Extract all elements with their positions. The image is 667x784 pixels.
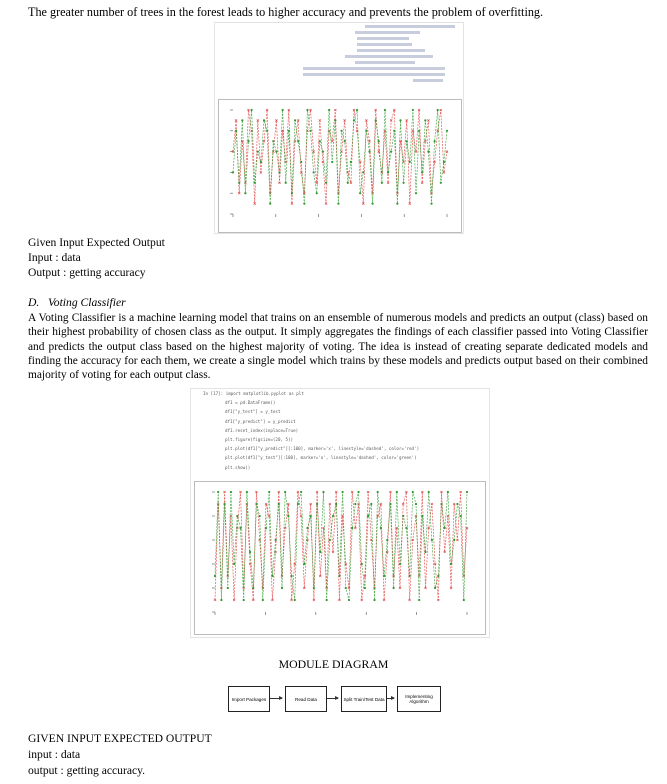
data-point (233, 563, 235, 565)
data-point (338, 575, 340, 577)
data-point (393, 130, 395, 132)
data-point (348, 599, 350, 601)
data-point (370, 503, 372, 505)
data-point (418, 130, 420, 132)
flow-arrow (327, 698, 338, 699)
code-line: df1["y_test"] = y_test (225, 409, 281, 415)
code-line: df1 = pd.DataFrame() (225, 400, 276, 406)
data-point (466, 491, 468, 493)
data-point (359, 192, 361, 194)
data-point (217, 491, 219, 493)
data-point (260, 161, 262, 163)
module-step: Import Packages (228, 686, 270, 712)
code-line: plt.plot(df1["y_test"][:100], marker='o', linestyle='dashed', color='green') (225, 455, 417, 461)
data-point (456, 503, 458, 505)
code-line: plt.plot(df1["y_predict"][:100], marker='x', linestyle='dashed', color='red') (225, 446, 420, 452)
data-point (326, 599, 328, 601)
data-point (271, 575, 273, 577)
module-diagram-title: MODULE DIAGRAM (278, 657, 389, 671)
data-point (362, 171, 364, 173)
data-point (440, 182, 442, 184)
data-point (328, 109, 330, 111)
data-point (306, 109, 308, 111)
data-point (421, 171, 423, 173)
data-point (275, 151, 277, 153)
data-point (269, 203, 271, 205)
data-point (460, 515, 462, 517)
io-heading-1: Given Input Expected Output (28, 236, 165, 249)
code-line: plt.show() (225, 464, 251, 470)
data-point (316, 192, 318, 194)
data-point (353, 119, 355, 121)
data-point (361, 563, 363, 565)
io-input-1: Input : data (28, 251, 81, 264)
module-step: Implementing Algorithm (397, 686, 441, 712)
data-point (393, 587, 395, 589)
flow-arrow (270, 698, 282, 699)
data-point (365, 130, 367, 132)
module-step: Read Data (285, 686, 327, 712)
flow-arrow (387, 698, 394, 699)
data-point (424, 551, 426, 553)
data-point (357, 491, 359, 493)
data-point (246, 491, 248, 493)
data-point (325, 182, 327, 184)
section-d-heading (28, 296, 126, 310)
data-point (399, 563, 401, 565)
data-point (329, 539, 331, 541)
data-point (384, 109, 386, 111)
data-point (443, 161, 445, 163)
data-point (227, 587, 229, 589)
data-point (356, 109, 358, 111)
data-point (350, 161, 352, 163)
data-point (232, 171, 234, 173)
data-point (415, 192, 417, 194)
code-snippet-blurred (215, 23, 463, 95)
data-point (371, 203, 373, 205)
data-point (421, 515, 423, 517)
chart2-svg (195, 482, 485, 634)
data-point (402, 182, 404, 184)
data-point (331, 161, 333, 163)
data-point (300, 491, 302, 493)
data-point (446, 130, 448, 132)
data-point (354, 503, 356, 505)
data-point (236, 515, 238, 517)
series-line-1 (215, 492, 467, 600)
data-point (375, 119, 377, 121)
data-point (252, 587, 254, 589)
data-point (344, 140, 346, 142)
data-point (275, 539, 277, 541)
voting-classifier-paragraph: A Voting Classifier is a machine learning model that trains on an ensemble of numerous models and predicts an output (class) based on their highest probability of chosen class as the output. It simply aggregates the findings of each classifier passed into Voting Classifier and predicts the output class based on the highest majority of voting. The idea is instead of creating separate dedicated models and finding the accuracy for each them, we create a single model which trains by these models and predicts output based on their combined majority of voting for each output class. (28, 312, 648, 382)
data-point (319, 551, 321, 553)
data-point (322, 491, 324, 493)
data-point (434, 587, 436, 589)
data-point (364, 587, 366, 589)
data-point (313, 171, 315, 173)
data-point (254, 182, 256, 184)
data-point (427, 151, 429, 153)
figure-random-forest (214, 22, 464, 234)
data-point (440, 503, 442, 505)
io-output-2: output : getting accuracy. (28, 764, 146, 777)
figure-voting-classifier (190, 388, 490, 638)
data-point (453, 539, 455, 541)
data-point (378, 140, 380, 142)
data-point (239, 527, 241, 529)
data-point (241, 119, 243, 121)
data-point (214, 575, 216, 577)
data-point (238, 182, 240, 184)
chart-voting-classifier (194, 481, 486, 635)
data-point (399, 119, 401, 121)
data-point (424, 119, 426, 121)
data-point (230, 491, 232, 493)
data-point (396, 203, 398, 205)
data-point (373, 599, 375, 601)
data-point (303, 203, 305, 205)
data-point (322, 151, 324, 153)
data-point (367, 515, 369, 517)
data-point (251, 109, 253, 111)
data-point (335, 503, 337, 505)
data-point (223, 503, 225, 505)
data-point (412, 109, 414, 111)
data-point (268, 491, 270, 493)
data-point (402, 515, 404, 517)
data-point (220, 599, 222, 601)
io-input-2: input : data (28, 748, 81, 761)
data-point (262, 599, 264, 601)
data-point (437, 575, 439, 577)
data-point (272, 140, 274, 142)
data-point (288, 130, 290, 132)
data-point (332, 515, 334, 517)
data-point (291, 192, 293, 194)
data-point (368, 151, 370, 153)
data-point (263, 119, 265, 121)
data-point (265, 527, 267, 529)
series-line-1 (233, 110, 447, 204)
data-point (351, 527, 353, 529)
data-point (345, 587, 347, 589)
blurred-code-lines (215, 23, 463, 95)
code-line: In [17]: import matplotlib.pyplot as plt (203, 391, 304, 396)
data-point (412, 491, 414, 493)
data-point (259, 515, 261, 517)
data-point (444, 527, 446, 529)
data-point (396, 491, 398, 493)
data-point (405, 527, 407, 529)
data-point (266, 130, 268, 132)
data-point (381, 182, 383, 184)
data-point (380, 527, 382, 529)
series-line-0 (215, 492, 467, 600)
data-point (282, 109, 284, 111)
data-point (347, 182, 349, 184)
module-step: Split Train/Test Data (341, 686, 387, 712)
data-point (319, 140, 321, 142)
data-point (247, 140, 249, 142)
data-point (294, 119, 296, 121)
data-point (409, 161, 411, 163)
data-point (294, 599, 296, 601)
data-point (235, 130, 237, 132)
series-line-0 (233, 110, 447, 204)
data-point (306, 527, 308, 529)
section-d-label: D. (28, 296, 40, 309)
data-point (415, 503, 417, 505)
data-point (287, 515, 289, 517)
data-point (285, 182, 287, 184)
code-snippet (203, 391, 483, 481)
data-point (278, 503, 280, 505)
data-point (313, 587, 315, 589)
data-point (337, 203, 339, 205)
data-point (310, 515, 312, 517)
chart1-svg (219, 100, 461, 232)
data-point (433, 140, 435, 142)
data-point (431, 539, 433, 541)
data-point (249, 551, 251, 553)
data-point (309, 130, 311, 132)
intro-sentence: The greater number of trees in the forest leads to higher accuracy and prevents the problem of overfitting. (28, 5, 544, 19)
data-point (408, 575, 410, 577)
code-line: df1["y_predict"] = y_predict (225, 418, 296, 424)
data-point (334, 119, 336, 121)
data-point (278, 171, 280, 173)
data-point (316, 503, 318, 505)
data-point (418, 599, 420, 601)
chart-random-forest (218, 99, 462, 233)
io-heading-2: GIVEN INPUT EXPECTED OUTPUT (28, 732, 212, 745)
data-point (428, 491, 430, 493)
data-point (386, 539, 388, 541)
data-point (300, 161, 302, 163)
data-point (297, 503, 299, 505)
data-point (450, 563, 452, 565)
data-point (390, 151, 392, 153)
data-point (284, 491, 286, 493)
data-point (377, 491, 379, 493)
data-point (430, 203, 432, 205)
io-output-1: Output : getting accuracy (28, 266, 146, 279)
data-point (383, 575, 385, 577)
data-point (447, 491, 449, 493)
data-point (257, 151, 259, 153)
data-point (437, 109, 439, 111)
data-point (255, 503, 257, 505)
data-point (290, 575, 292, 577)
code-line: plt.figure(figsize=(20, 5)) (225, 437, 294, 442)
data-point (406, 140, 408, 142)
code-line: df1.reset_index(inplace=True) (225, 427, 299, 433)
section-d-title: Voting Classifier (47, 296, 126, 309)
data-point (389, 503, 391, 505)
data-point (387, 171, 389, 173)
data-point (303, 563, 305, 565)
data-point (297, 140, 299, 142)
data-point (463, 599, 465, 601)
data-point (340, 130, 342, 132)
data-point (281, 587, 283, 589)
data-point (243, 599, 245, 601)
data-point (341, 491, 343, 493)
data-point (244, 192, 246, 194)
